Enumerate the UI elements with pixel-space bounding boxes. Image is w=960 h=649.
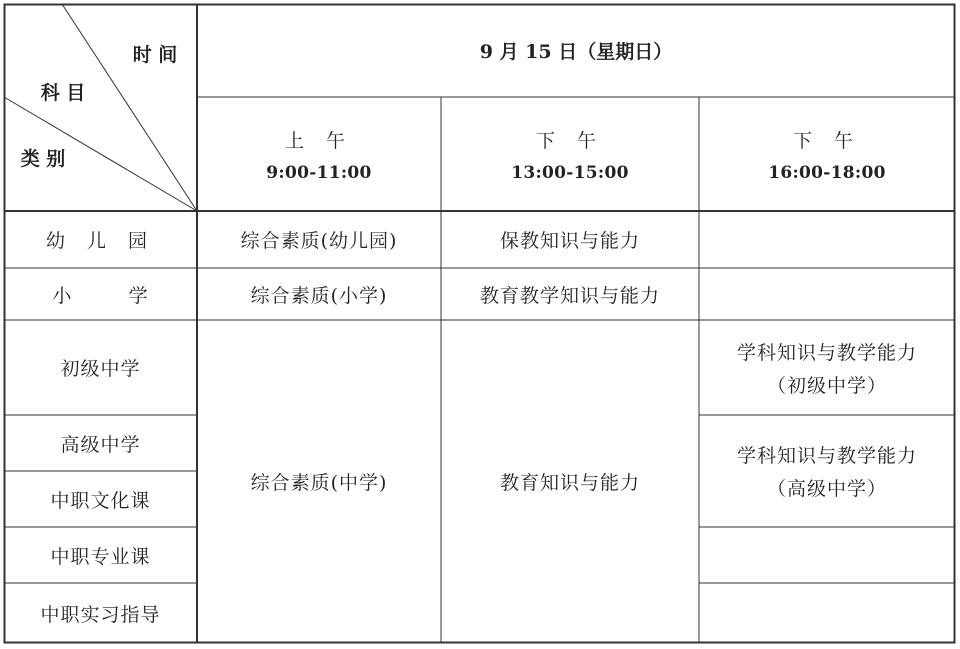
category-vocational-specialty: 中职专业课 bbox=[50, 545, 151, 568]
session-header-morning bbox=[197, 97, 441, 211]
cell-kindergarten-morning: 综合素质(幼儿园) bbox=[240, 230, 398, 252]
session-time-label: 13:00-15:00 bbox=[511, 162, 629, 183]
cell-middle-morning: 综合素质(中学) bbox=[250, 472, 388, 494]
corner-time-label: 时 间 bbox=[132, 43, 178, 66]
category-vocational-internship: 中职实习指导 bbox=[40, 603, 161, 626]
cell-line: （初级中学） bbox=[766, 374, 887, 397]
cell-junior-afternoon-2 bbox=[699, 320, 955, 415]
cell-primary-afternoon-1: 教育教学知识与能力 bbox=[479, 284, 660, 307]
cell-line: 学科知识与教学能力 bbox=[736, 445, 917, 467]
exam-date-header: 9 月 15 日（星期日） bbox=[479, 41, 673, 63]
category-primary: 小 学 bbox=[52, 284, 149, 307]
category-junior-middle: 初级中学 bbox=[60, 358, 141, 380]
category-kindergarten: 幼 儿 园 bbox=[45, 230, 156, 252]
cell-line: 学科知识与教学能力 bbox=[736, 341, 917, 364]
cell-line: （高级中学） bbox=[766, 478, 887, 500]
session-time-label: 16:00-18:00 bbox=[768, 162, 886, 183]
cell-middle-afternoon-1: 教育知识与能力 bbox=[499, 472, 640, 494]
session-period-label: 上 午 bbox=[284, 129, 354, 152]
session-header-afternoon-2 bbox=[699, 97, 955, 211]
cell-primary-morning: 综合素质(小学) bbox=[250, 284, 388, 307]
category-senior-middle: 高级中学 bbox=[60, 433, 141, 456]
session-period-label: 下 午 bbox=[792, 129, 862, 152]
corner-category-label: 类 别 bbox=[20, 147, 66, 170]
cell-senior-afternoon-2 bbox=[699, 415, 955, 527]
category-vocational-culture: 中职文化课 bbox=[50, 489, 151, 512]
session-header-afternoon-1 bbox=[441, 97, 699, 211]
corner-subject-label: 科 目 bbox=[40, 81, 86, 104]
cell-kindergarten-afternoon-1: 保教知识与能力 bbox=[499, 230, 640, 252]
session-period-label: 下 午 bbox=[535, 129, 605, 152]
session-time-label: 9:00-11:00 bbox=[266, 162, 372, 183]
corner-diagonal-upper bbox=[62, 4, 197, 211]
